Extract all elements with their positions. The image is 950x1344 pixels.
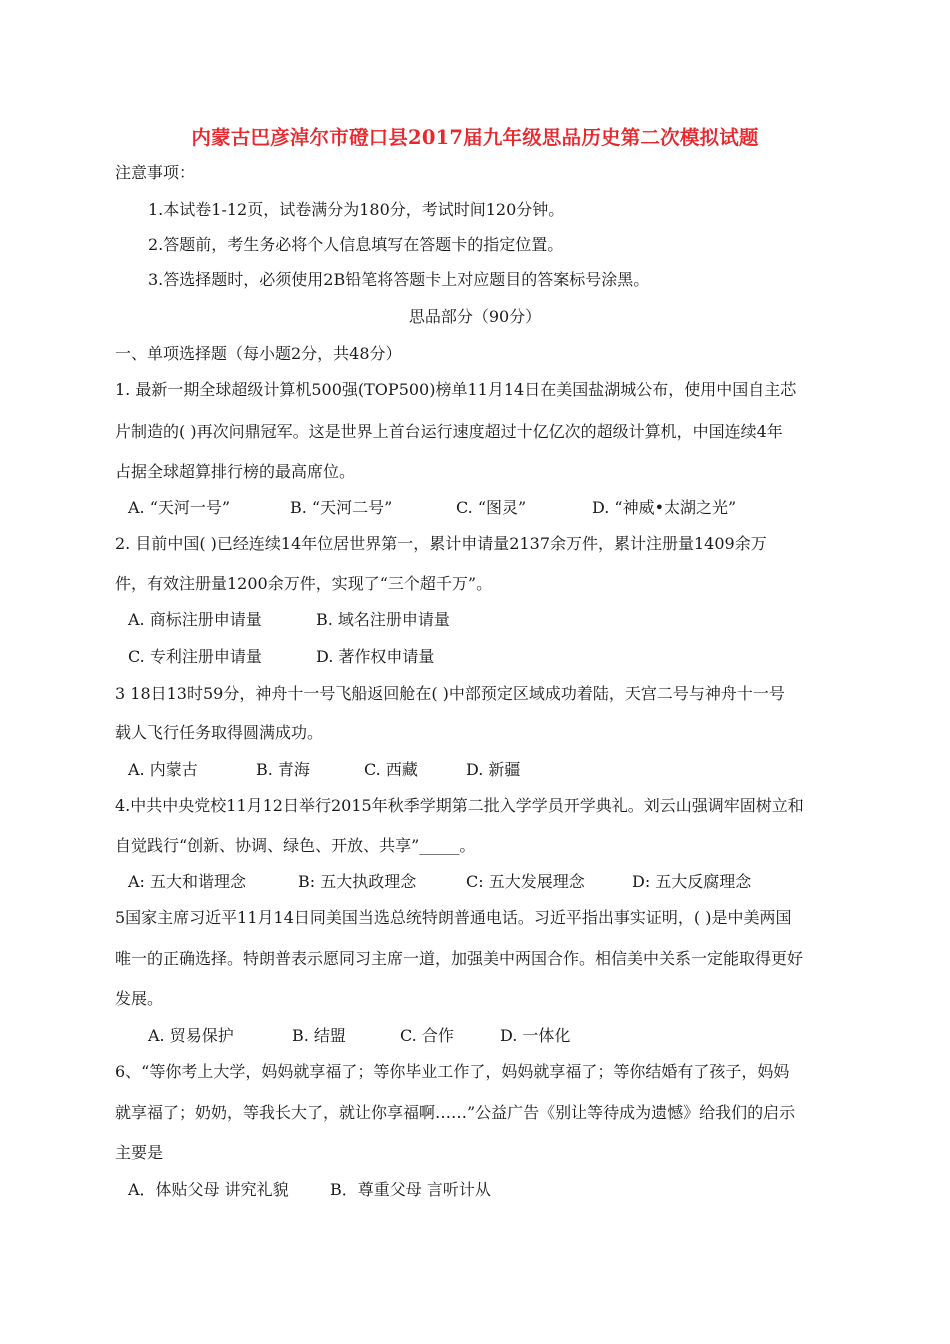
notice-item: 3.答选择题时，必须使用2B铅笔将答题卡上对应题目的答案标号涂黑。 xyxy=(148,270,650,289)
question-5-line: 5国家主席习近平11月14日同美国当选总统特朗普通电话。习近平指出事实证明，( )是中美两国 xyxy=(115,908,792,927)
section-title: 思品部分（90分） xyxy=(408,307,542,326)
question-6-line: 就享福了；奶奶，等我长大了，就让你享福啊……”公益广告《别让等待成为遗憾》给我们的启示 xyxy=(115,1103,796,1122)
question-5-option-a: A. 贸易保护 xyxy=(148,1026,234,1045)
question-1-option-d: D. “神威•太湖之光” xyxy=(592,498,737,517)
question-2-option-a: A. 商标注册申请量 xyxy=(128,610,262,629)
question-2-line: 2. 目前中国( )已经连续14年位居世界第一，累计申请量2137余万件，累计注册量1409余万 xyxy=(115,534,767,553)
question-5-option-c: C. 合作 xyxy=(400,1026,454,1045)
question-5-option-b: B. 结盟 xyxy=(292,1026,346,1045)
question-3-option-d: D. 新疆 xyxy=(466,760,521,779)
question-3-option-c: C. 西藏 xyxy=(364,760,418,779)
question-2-line: 件，有效注册量1200余万件，实现了“三个超千万”。 xyxy=(115,574,493,593)
question-1-option-a: A. “天河一号” xyxy=(128,498,231,517)
question-5-line: 发展。 xyxy=(115,989,164,1008)
question-3-option-a: A. 内蒙古 xyxy=(128,760,198,779)
question-1-line: 1. 最新一期全球超级计算机500强(TOP500)榜单11月14日在美国盐湖城公布，使用中国自主芯 xyxy=(115,380,797,399)
question-4-line: 4.中共中央党校11月12日举行2015年秋季学期第二批入学学员开学典礼。刘云山强调牢固树立和 xyxy=(115,796,804,815)
question-5-option-d: D. 一体化 xyxy=(500,1026,571,1045)
question-4-option-d: D: 五大反腐理念 xyxy=(632,872,752,891)
question-3-option-b: B. 青海 xyxy=(256,760,310,779)
question-1-option-c: C. “图灵” xyxy=(456,498,527,517)
exam-title: 内蒙古巴彦淖尔市磴口县2017届九年级思品历史第二次模拟试题 xyxy=(191,126,759,149)
question-6-line: 主要是 xyxy=(115,1143,164,1162)
question-4-line: 自觉践行“创新、协调、绿色、开放、共享”_____。 xyxy=(115,836,476,855)
question-6-option-b: B．尊重父母 言听计从 xyxy=(330,1180,491,1199)
question-1-line: 占据全球超算排行榜的最高席位。 xyxy=(115,462,356,481)
question-4-option-c: C: 五大发展理念 xyxy=(466,872,585,891)
question-1-line: 片制造的( )再次问鼎冠军。这是世界上首台运行速度超过十亿亿次的超级计算机，中国连续4年 xyxy=(115,422,783,441)
question-3-line: 载人飞行任务取得圆满成功。 xyxy=(115,723,324,742)
notice-heading: 注意事项： xyxy=(115,163,196,182)
question-2-option-d: D. 著作权申请量 xyxy=(316,647,435,666)
question-2-option-c: C. 专利注册申请量 xyxy=(128,647,262,666)
notice-item: 1.本试卷1-12页，试卷满分为180分，考试时间120分钟。 xyxy=(148,200,565,219)
question-1-option-b: B. “天河二号” xyxy=(290,498,393,517)
question-5-line: 唯一的正确选择。特朗普表示愿同习主席一道，加强美中两国合作。相信美中关系一定能取得更好 xyxy=(115,949,804,968)
question-6-line: 6、“等你考上大学，妈妈就享福了；等你毕业工作了，妈妈就享福了；等你结婚有了孩子，妈妈 xyxy=(115,1062,790,1081)
question-2-option-b: B. 域名注册申请量 xyxy=(316,610,450,629)
question-6-option-a: A．体贴父母 讲究礼貌 xyxy=(128,1180,289,1199)
question-4-option-a: A: 五大和谐理念 xyxy=(128,872,247,891)
notice-item: 2.答题前，考生务必将个人信息填写在答题卡的指定位置。 xyxy=(148,235,564,254)
question-3-line: 3 18日13时59分，神舟十一号飞船返回舱在( )中部预定区域成功着陆，天宫二号与神舟十一号 xyxy=(115,684,785,703)
part-title: 一、单项选择题（每小题2分，共48分） xyxy=(115,344,402,363)
question-4-option-b: B: 五大执政理念 xyxy=(298,872,417,891)
